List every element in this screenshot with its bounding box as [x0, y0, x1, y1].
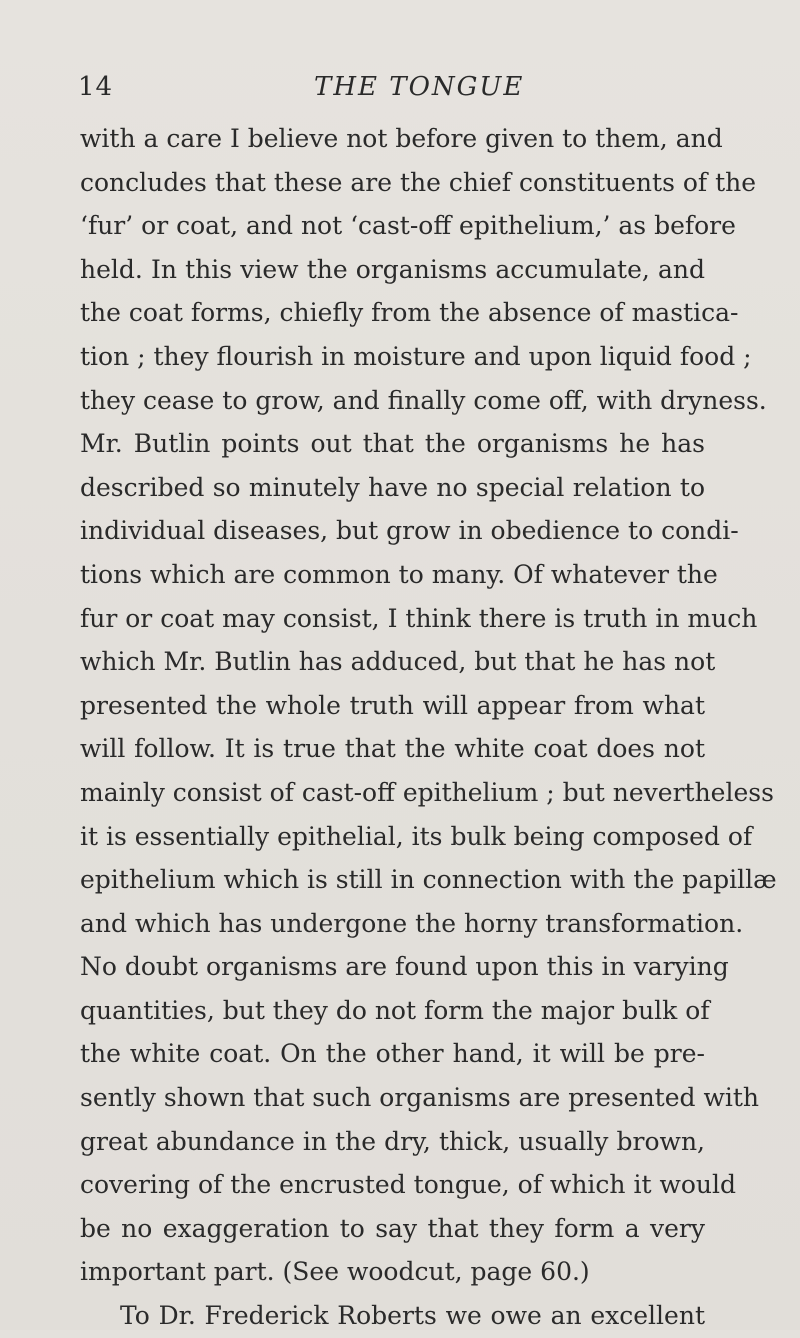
text-line: No doubt organisms are found upon this in varying — [80, 952, 729, 982]
text-line: will follow. It is true that the white coat does not — [80, 734, 705, 764]
text-line: Mr. Butlin points out that the organisms he has — [80, 429, 705, 459]
text-line: fur or coat may consist, I think there is truth in much — [80, 603, 758, 633]
text-line: epithelium which is still in connection with the papillæ — [80, 865, 777, 895]
text-line: be no exaggeration to say that they form a very — [80, 1213, 705, 1243]
text-line: To Dr. Frederick Roberts we owe an excellent — [120, 1301, 705, 1331]
text-line: it is essentially epithelial, its bulk being composed of — [80, 821, 753, 851]
text-line: concludes that these are the chief constituents of the — [80, 167, 757, 197]
text-line: which Mr. Butlin has adduced, but that he has not — [80, 647, 716, 677]
text-line: sently shown that such organisms are presented with — [80, 1083, 760, 1113]
text-line: presented the whole truth will appear from what — [80, 690, 705, 720]
text-line: covering of the encrusted tongue, of which it would — [80, 1170, 737, 1200]
page-number: 14 — [78, 72, 114, 102]
text-line: important part. (See woodcut, page 60.) — [80, 1257, 590, 1287]
body-text — [80, 117, 777, 1338]
text-line: mainly consist of cast-off epithelium ; but nevertheless — [80, 777, 774, 807]
text-line: great abundance in the dry, thick, usually brown, — [80, 1126, 705, 1156]
text-line: ‘fur’ or coat, and not ‘cast-off epithelium,’ as before — [80, 211, 736, 241]
text-line: held. In this view the organisms accumulate, and — [80, 254, 705, 284]
text-line: they cease to grow, and finally come off, with dryness. — [80, 385, 767, 415]
text-line: the coat forms, chiefly from the absence of mastica- — [80, 298, 739, 328]
text-line: and which has undergone the horny transformation. — [80, 908, 744, 938]
text-line: tions which are common to many. Of whatever the — [80, 559, 718, 589]
running-title: THE TONGUE — [314, 72, 525, 102]
text-line: the white coat. On the other hand, it will be pre- — [80, 1039, 705, 1069]
text-line: individual diseases, but grow in obedience to condi- — [80, 516, 739, 546]
text-line: described so minutely have no special relation to — [80, 472, 705, 502]
text-line: quantities, but they do not form the major bulk of — [80, 995, 710, 1025]
text-line: with a care I believe not before given to them, and — [80, 124, 723, 153]
text-line: tion ; they flourish in moisture and upon liquid food ; — [80, 341, 752, 371]
page-header — [0, 72, 800, 112]
